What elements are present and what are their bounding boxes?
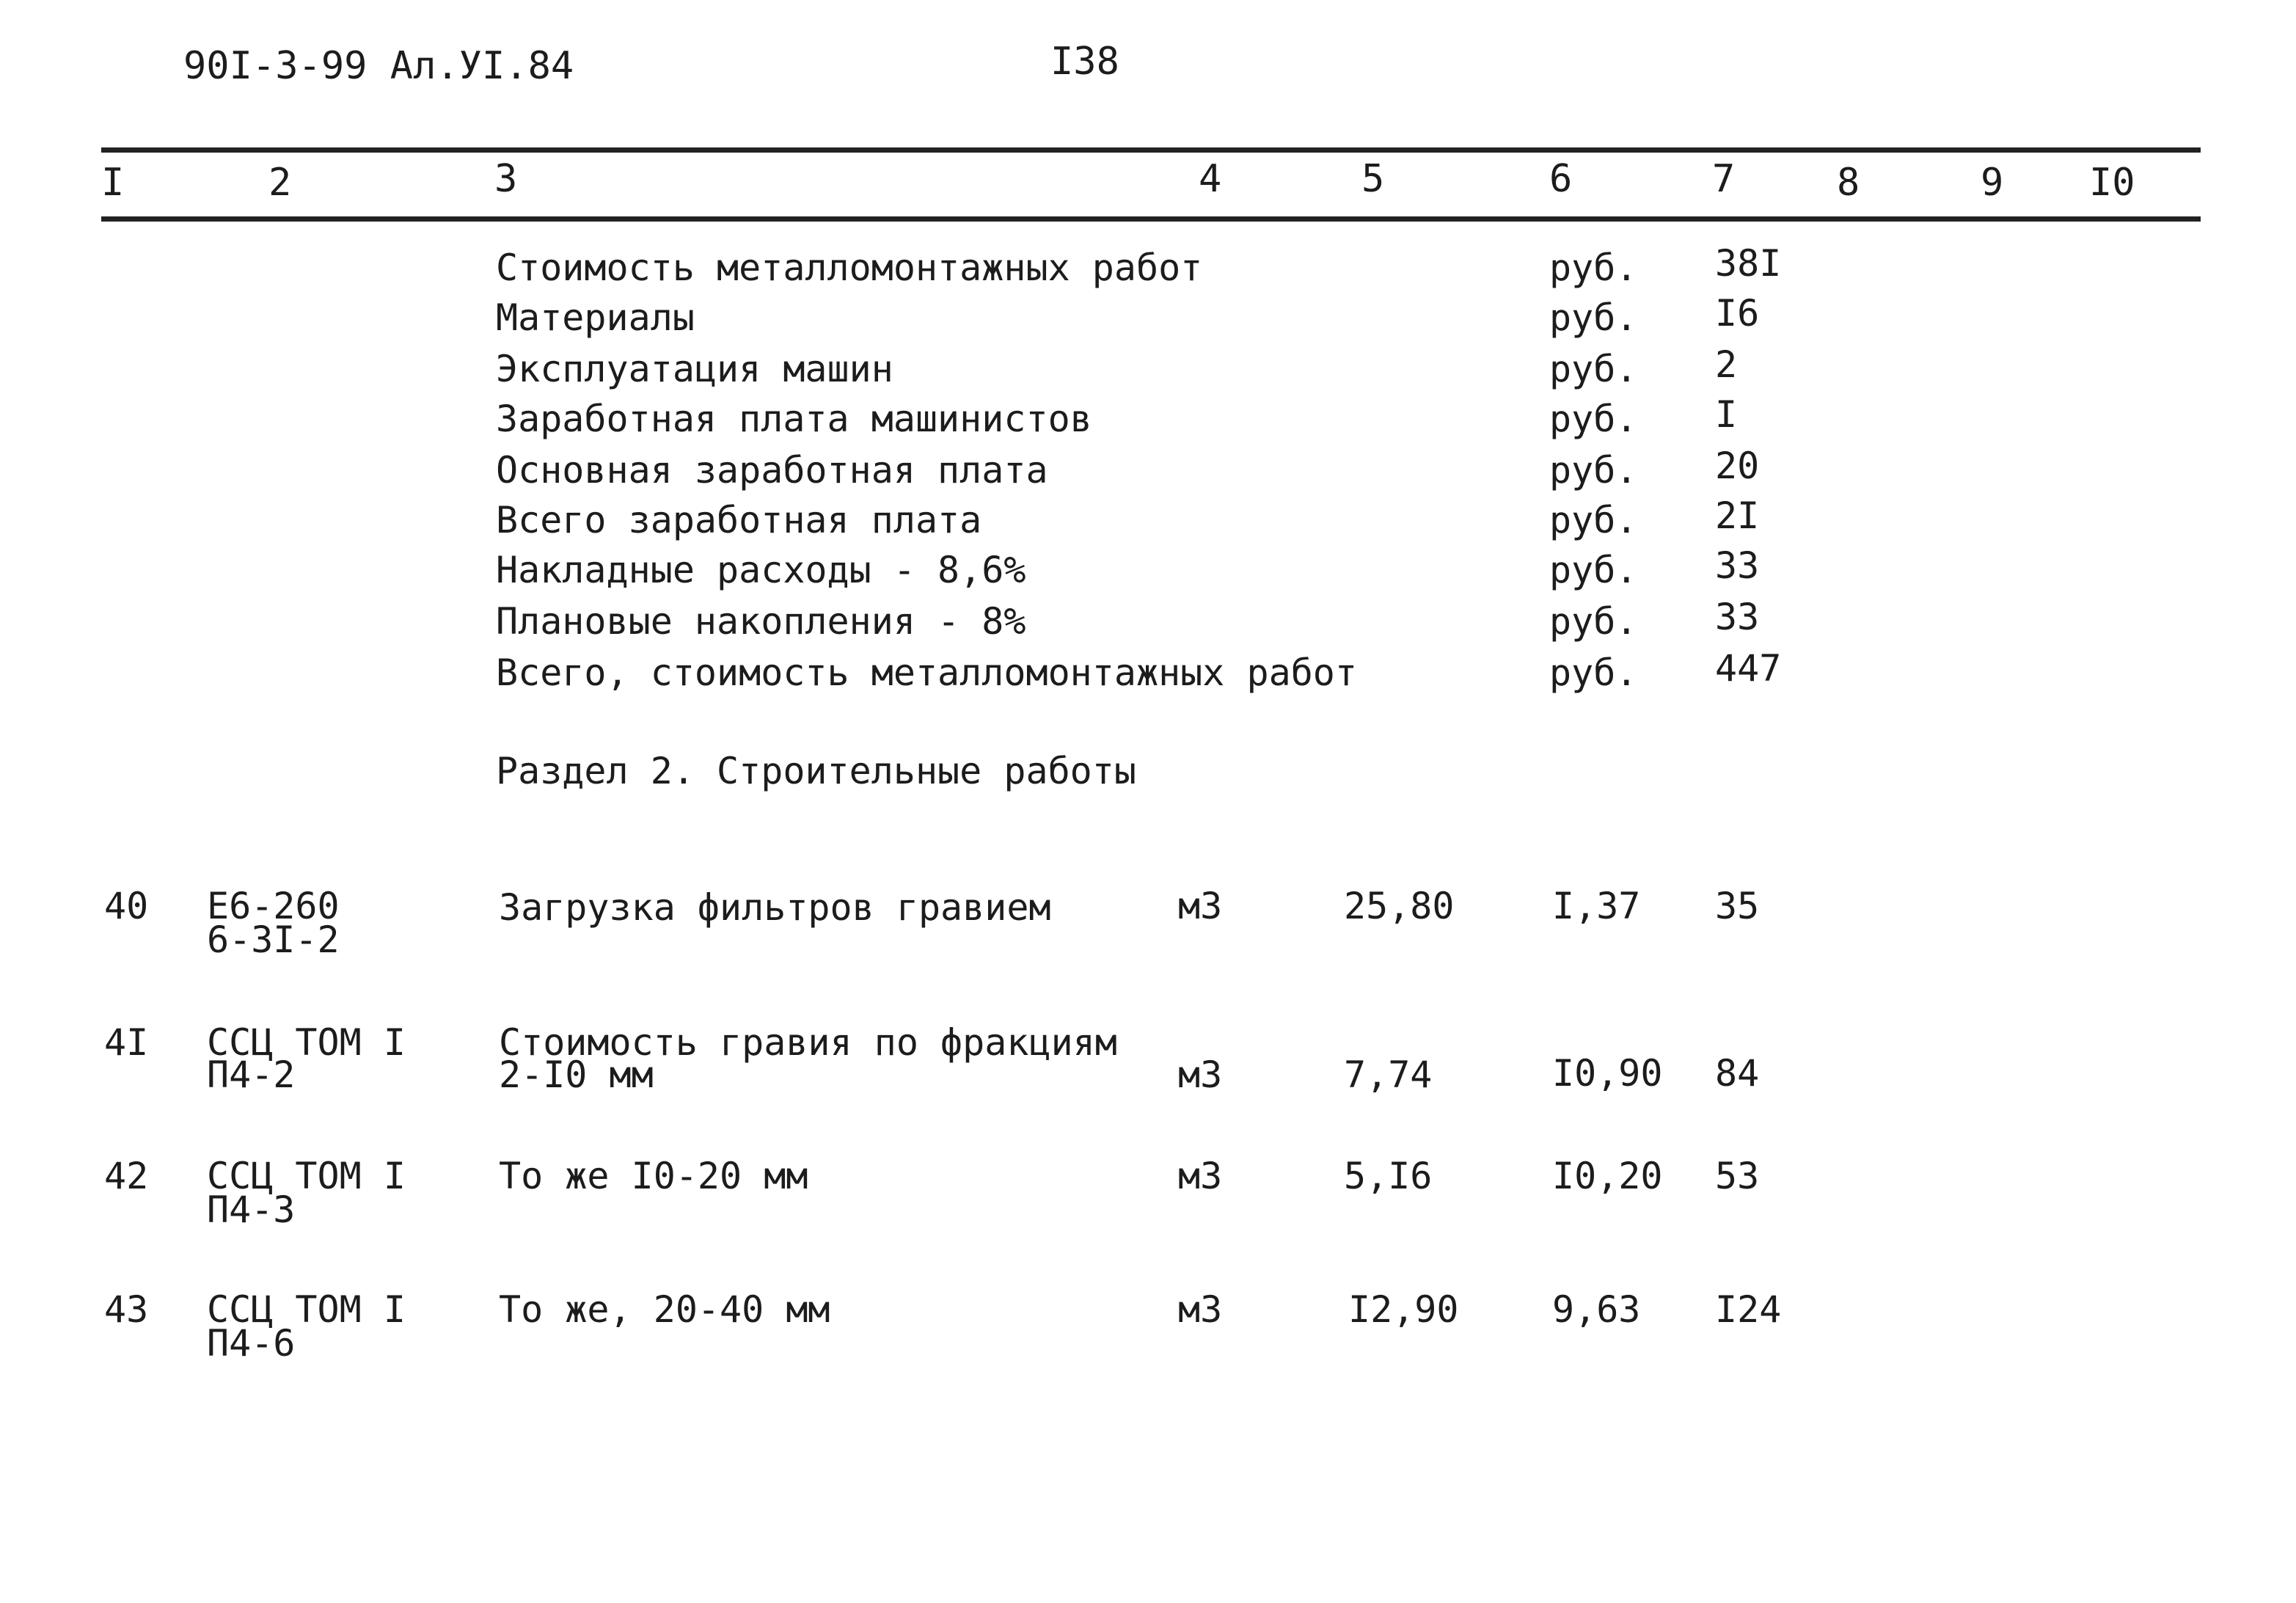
summary-total: 33 <box>1715 544 1760 587</box>
item-code-line2: П4-2 <box>207 1054 296 1096</box>
summary-unit: руб. <box>1549 296 1638 339</box>
summary-label: Заработная плата машинистов <box>496 398 1092 440</box>
summary-label: Всего заработная плата <box>496 499 982 541</box>
item-quantity: 5,I6 <box>1344 1155 1433 1197</box>
item-description: То же, 20-40 мм <box>499 1288 830 1331</box>
item-unit: м3 <box>1178 1155 1223 1197</box>
column-header-5: 5 <box>1361 157 1385 201</box>
item-number: 4I <box>104 1021 149 1064</box>
summary-label: Всего, стоимость металломонтажных работ <box>496 651 1357 694</box>
item-number: 43 <box>104 1288 149 1331</box>
item-quantity: 25,80 <box>1344 885 1455 927</box>
summary-label: Плановые накопления - 8% <box>496 600 1026 643</box>
item-code-line1: ССЦ ТОМ I <box>207 1021 406 1064</box>
column-header-2: 2 <box>268 161 292 205</box>
item-unit-price: I,37 <box>1552 885 1641 927</box>
item-unit-price: I0,90 <box>1552 1052 1663 1095</box>
column-header-3: 3 <box>494 157 518 201</box>
item-quantity: 7,74 <box>1344 1054 1433 1096</box>
summary-label: Эксплуатация машин <box>496 348 893 390</box>
column-header-1: I <box>101 161 125 205</box>
summary-total: 2I <box>1715 494 1760 537</box>
item-unit: м3 <box>1178 1288 1223 1331</box>
page-number: I38 <box>1050 40 1119 84</box>
item-description: То же I0-20 мм <box>499 1155 808 1197</box>
item-description: Загрузка фильтров гравием <box>499 886 1051 929</box>
item-number: 40 <box>104 885 149 927</box>
item-unit-price: I0,20 <box>1552 1155 1663 1197</box>
summary-total: 447 <box>1715 647 1782 690</box>
summary-total: 33 <box>1715 596 1760 638</box>
document-code: 90I-3-99 Ал.УI.84 <box>183 44 574 88</box>
item-code-line1: Е6-260 <box>207 885 340 927</box>
summary-unit: руб. <box>1549 549 1638 591</box>
summary-unit: руб. <box>1549 499 1638 541</box>
column-header-4: 4 <box>1199 157 1222 201</box>
summary-total: 38I <box>1715 242 1782 285</box>
summary-unit: руб. <box>1549 398 1638 440</box>
item-total: I24 <box>1715 1288 1782 1331</box>
item-total: 84 <box>1715 1052 1760 1095</box>
item-description-line1: Стоимость гравия по фракциям <box>499 1021 1117 1064</box>
summary-unit: руб. <box>1549 449 1638 492</box>
item-code-line1: ССЦ ТОМ I <box>207 1155 406 1197</box>
summary-unit: руб. <box>1549 600 1638 643</box>
column-header-8: 8 <box>1837 161 1860 205</box>
summary-label: Материалы <box>496 296 695 339</box>
summary-unit: руб. <box>1549 247 1638 289</box>
item-number: 42 <box>104 1155 149 1197</box>
column-header-6: 6 <box>1549 157 1573 201</box>
item-code-line2: 6-3I-2 <box>207 919 340 961</box>
summary-total: 20 <box>1715 445 1760 487</box>
section-title: Раздел 2. Строительные работы <box>496 750 1136 792</box>
table-top-rule <box>101 147 2201 153</box>
table-header-bottom-rule <box>101 216 2201 222</box>
summary-label: Основная заработная плата <box>496 449 1048 492</box>
item-total: 53 <box>1715 1155 1760 1197</box>
item-unit: м3 <box>1178 885 1223 927</box>
summary-total: 2 <box>1715 343 1738 386</box>
summary-label: Накладные расходы - 8,6% <box>496 549 1026 591</box>
column-header-7: 7 <box>1712 157 1736 201</box>
column-header-10: I0 <box>2089 161 2135 205</box>
item-unit-price: 9,63 <box>1552 1288 1641 1331</box>
item-unit: м3 <box>1178 1054 1223 1096</box>
item-description-line2: 2-I0 мм <box>499 1054 654 1096</box>
summary-label: Стоимость металломонтажных работ <box>496 247 1203 289</box>
column-header-9: 9 <box>1981 161 2004 205</box>
item-quantity: I2,90 <box>1348 1288 1459 1331</box>
item-code-line1: ССЦ ТОМ I <box>207 1288 406 1331</box>
summary-total: I <box>1715 393 1738 436</box>
item-code-line2: П4-3 <box>207 1188 296 1231</box>
item-code-line2: П4-6 <box>207 1322 296 1365</box>
summary-total: I6 <box>1715 292 1760 335</box>
summary-unit: руб. <box>1549 348 1638 390</box>
item-total: 35 <box>1715 885 1760 927</box>
summary-unit: руб. <box>1549 651 1638 694</box>
